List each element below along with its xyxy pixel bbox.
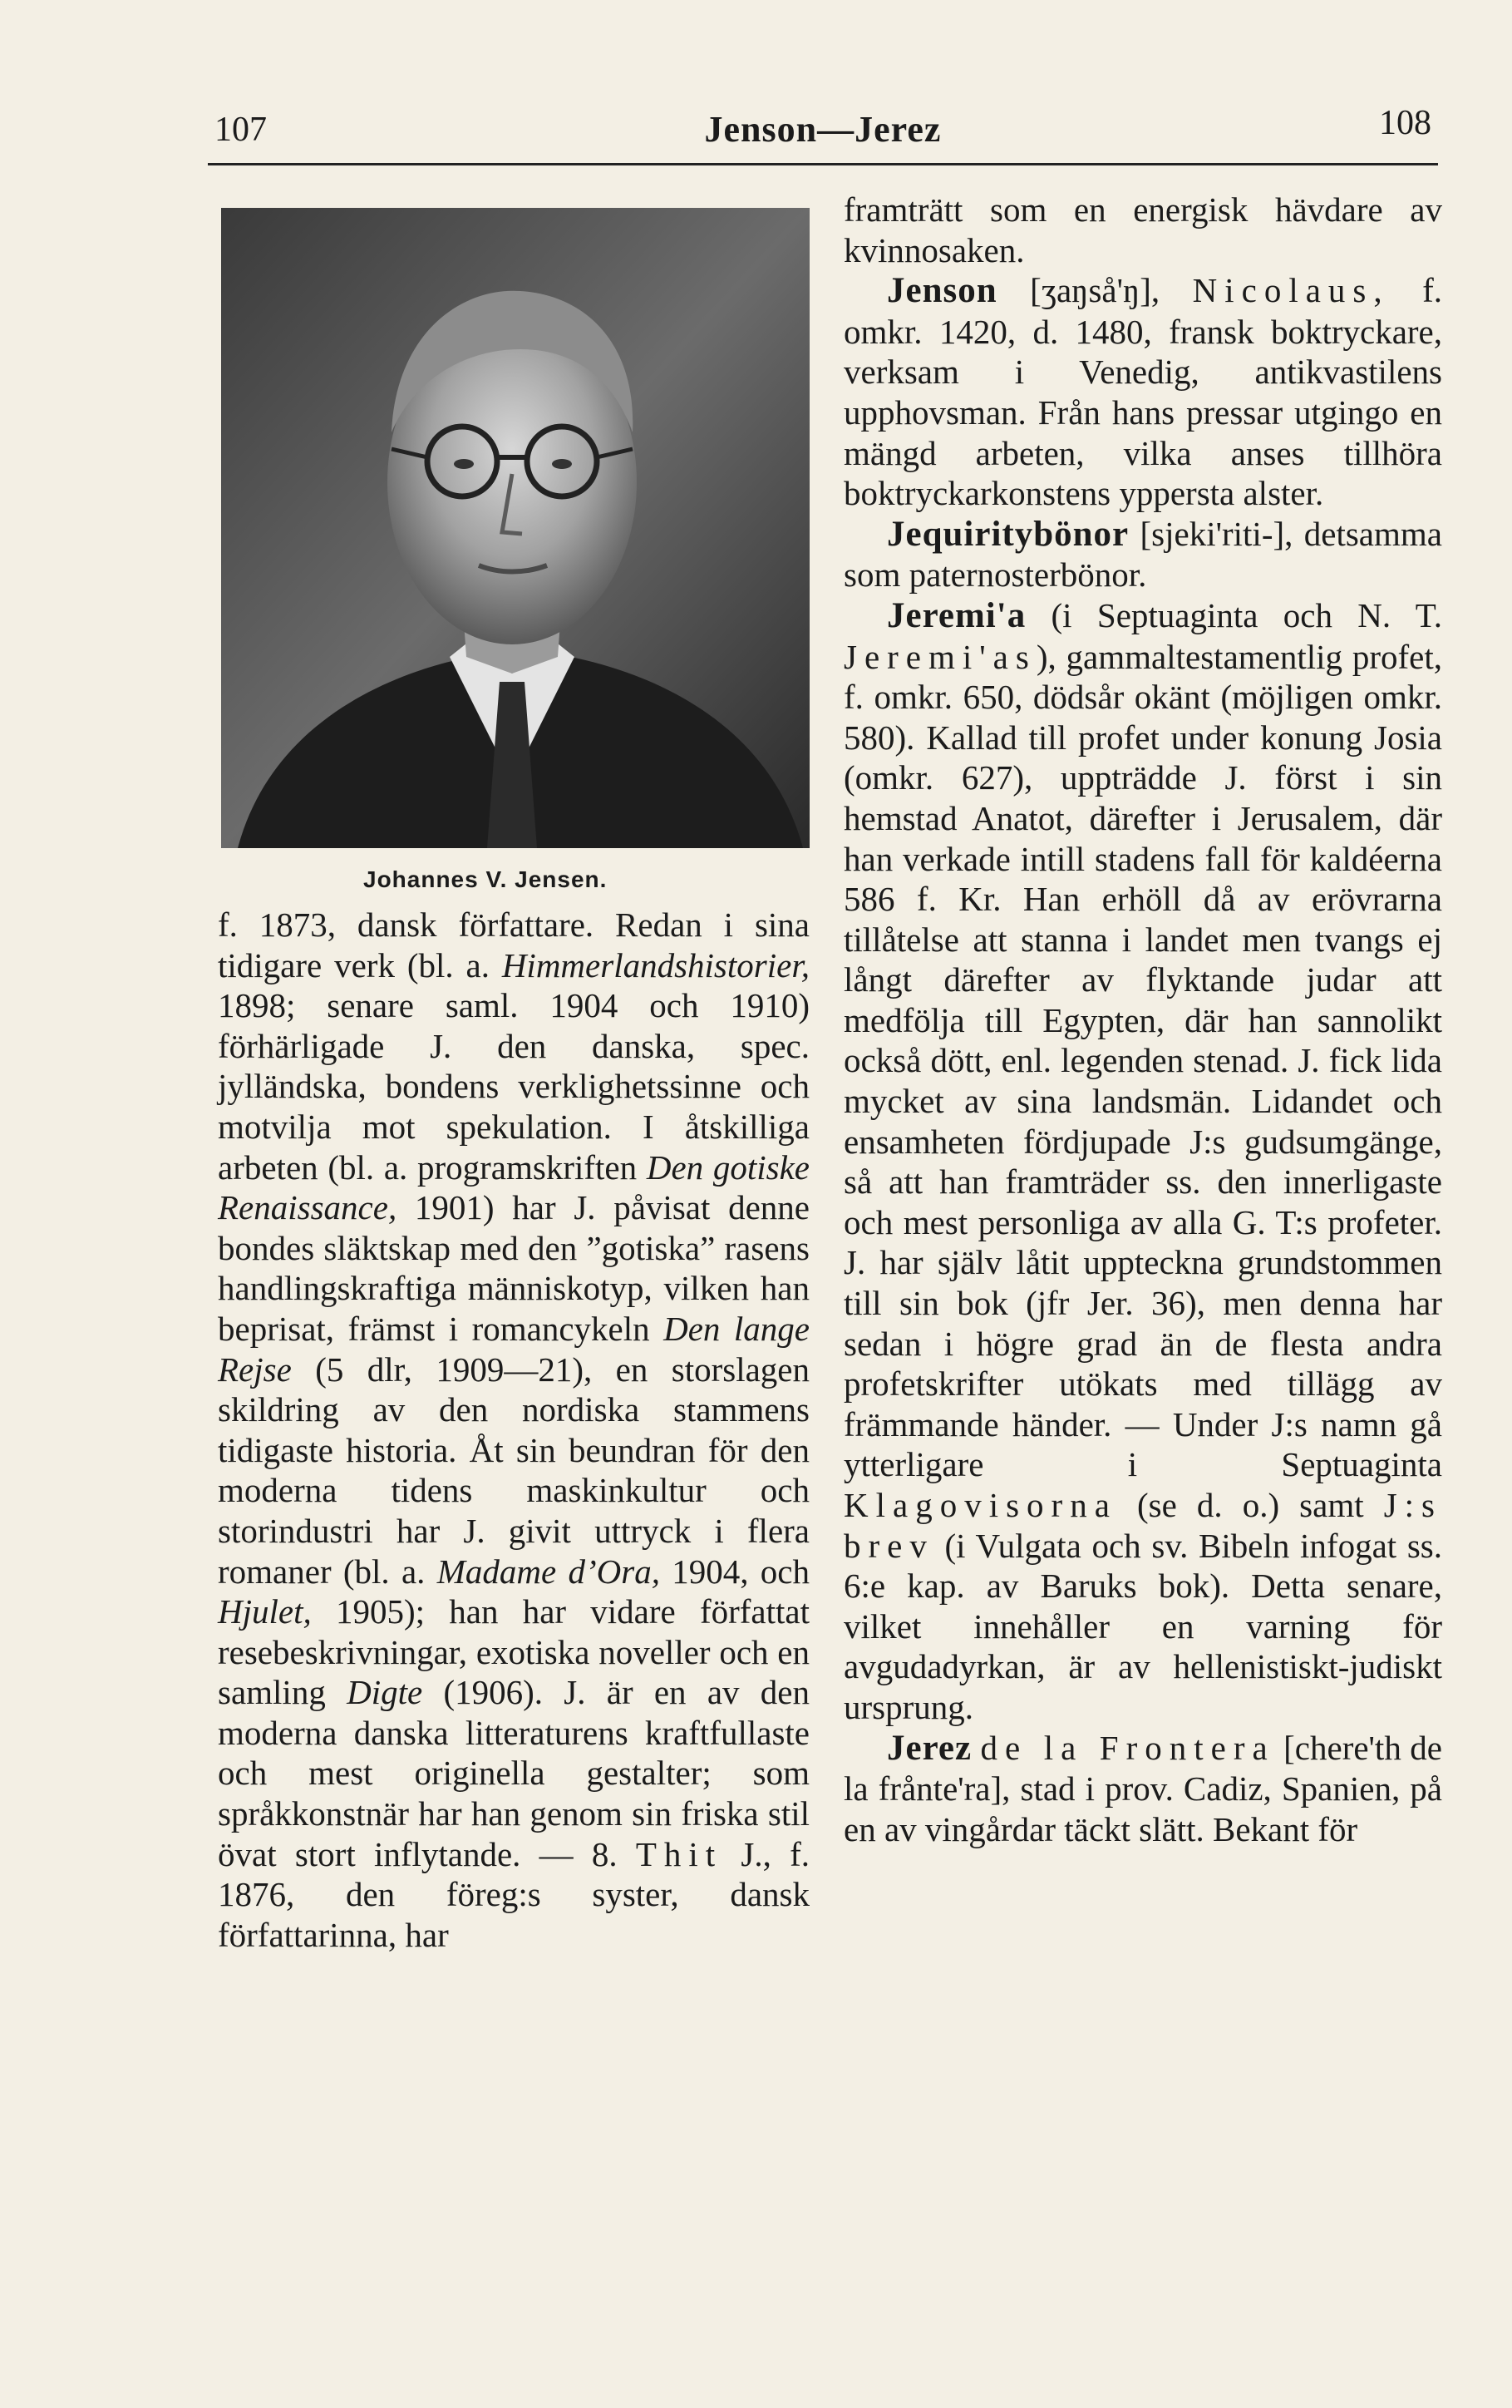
- spaced-name: Jeremi'as: [844, 637, 1037, 676]
- entry-jensen-text: [218, 905, 810, 1955]
- page-number-left: 107: [214, 111, 267, 149]
- text-run: [sjeki'riti-], detsamma som paternosterbönor.: [844, 514, 1442, 595]
- text-run: f. 1873, dansk författare. Redan i sina tidigare verk (bl. a.: [218, 905, 810, 984]
- text-run: (i Septuaginta och N. T.: [1026, 595, 1442, 634]
- text-run: J., f. 1876, den föreg:s syster, dansk författarinna, har: [218, 1834, 810, 1954]
- continued-text: framträtt som en energisk hävdare av kvinnosaken.: [844, 190, 1442, 269]
- text-run: (se d. o.) samt: [1116, 1486, 1384, 1524]
- work-title: Den gotiske Renaissance,: [218, 1147, 810, 1227]
- text-run: (i Vulgata och sv. Bibeln infogat ss. 6:e kap. av Baruks bok). Detta senare, vilket innehåller en varning för avgudadyrkan, är av hellenistiskt-judiskt ursprung.: [844, 1526, 1442, 1726]
- page-number-right: 108: [1379, 104, 1431, 142]
- text-run: [chere'th de la frånte'ra], stad i prov. Cadiz, Spanien, på en av vingårdar täckt slätt. Bekant för: [844, 1728, 1442, 1848]
- headword-jenson: Jenson: [887, 271, 997, 311]
- photo-caption: Johannes V. Jensen.: [363, 866, 608, 892]
- work-title: Den lange Rejse: [218, 1309, 810, 1389]
- work-title: Madame d’Ora,: [436, 1552, 660, 1591]
- header-rule: [208, 163, 1438, 165]
- text-run: 1905); han har vidare författat resebeskrivningar, exotiska noveller och en samling: [218, 1592, 810, 1712]
- spaced-name: Nicolaus,: [1192, 271, 1390, 310]
- entry-jerez: [844, 1728, 1442, 1850]
- work-title: Hjulet,: [218, 1592, 312, 1631]
- spaced-name: de la Frontera: [980, 1728, 1275, 1767]
- text-run: 1904, och: [659, 1552, 810, 1591]
- text-run: [ʒaŋså'ŋ],: [997, 271, 1193, 310]
- text-run: (5 dlr, 1909—21), en storslagen skildring av den nordiska stammens tidigaste historia. Åt sin beundran för den moderna tidens maskinkultur och storindustri har J. givit uttryck i flera romaner (bl. a.: [218, 1350, 810, 1591]
- text-run: 1898; senare saml. 1904 och 1910) förhärligade J. den danska, spec. jylländska, bondens verklighetssinne och motvilja mot spekulation. I åtskilliga arbeten (bl. a. programskriften: [218, 986, 810, 1187]
- left-column: [218, 208, 810, 1955]
- entry-jequiritybonor: [844, 514, 1442, 595]
- headword-jerez: Jerez: [887, 1728, 973, 1768]
- right-column: [844, 190, 1442, 1849]
- headword-jequiritybonor: Jequiritybönor: [887, 514, 1130, 554]
- entry-jeremia: [844, 595, 1442, 1728]
- portrait-illustration: [221, 208, 810, 848]
- work-title: Digte: [347, 1673, 423, 1712]
- entry-jenson: [844, 270, 1442, 514]
- spaced-name: J:s brev: [844, 1486, 1442, 1565]
- text-run: ), gammaltestamentlig profet, f. omkr. 650, dödsår okänt (möjligen omkr. 580). Kallad till profet under konung Josia (omkr. 627), uppträdde J. först i sin hemstad Anatot, därefter i Jerusalem, där han verkade intill stadens fall för kaldéerna 586 f. Kr. Han erhöll då av erövrarna tillåtelse att stanna i landet men tvangs ej långt därefter av flyktande judar att medfölja till Egypten, där han sannolikt också dött, enl. legenden stenad. J. fick lida mycket av sina landsmän. Lidandet och ensamheten fördjupade J:s gudsumgänge, så att han framträder ss. den innerligaste och mest personliga av alla G. T:s profeter. J. har själv låtit uppteckna grundstommen till sin bok (jfr Jer. 36), men denna har sedan i högre grad än de flesta andra profetskrifter utökats med tillägg av främmande händer. — Under J:s namn gå ytterligare i Septuaginta: [844, 637, 1442, 1484]
- page-header: [208, 98, 1438, 165]
- portrait-photo: [221, 208, 810, 848]
- spaced-name: Thit: [635, 1834, 723, 1873]
- headword-jeremia: Jeremi'a: [887, 595, 1027, 635]
- text-run: 1901) har J. påvisat denne bondes släktskap med den ”gotiska” rasens handlingskraftiga människotyp, vilken han beprisat, främst i romancykeln: [218, 1188, 810, 1348]
- running-title: Jenson—Jerez: [704, 109, 942, 150]
- spaced-name: Klagovisorna: [844, 1486, 1117, 1524]
- text-run: (1906). J. är en av den moderna danska litteraturens kraftfullaste och mest originella gestalter; som språkkonstnär har han genom sin friska stil övat stort inflytande. — 8.: [218, 1673, 810, 1873]
- work-title: Himmerlandshistorier,: [501, 945, 810, 984]
- text-run: f. omkr. 1420, d. 1480, fransk boktryckare, verksam i Venedig, antikvastilens upphovsman. Från hans pressar utgingo en mängd arbeten, vilka anses tillhöra boktryckarkonstens yppersta alster.: [844, 271, 1443, 513]
